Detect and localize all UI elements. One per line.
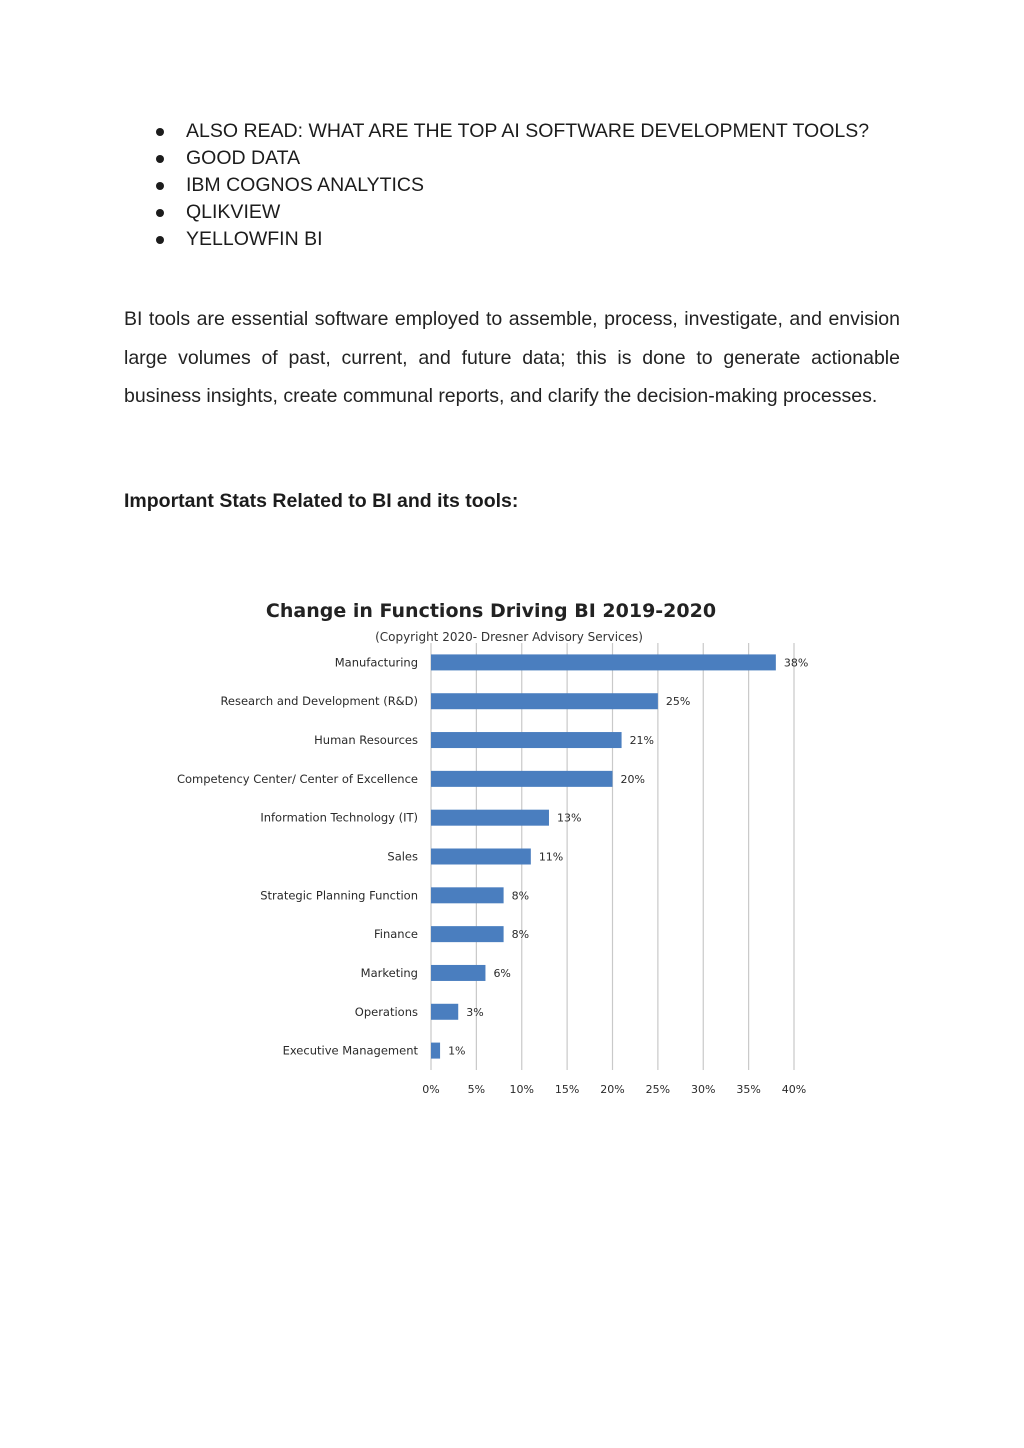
chart-x-tick-labels bbox=[422, 1083, 806, 1096]
list-item-label: QLIKVIEW bbox=[186, 201, 281, 223]
chart-bar bbox=[431, 926, 504, 942]
list-item bbox=[156, 145, 876, 172]
chart-category-label: Executive Management bbox=[282, 1043, 418, 1058]
chart-category-label: Strategic Planning Function bbox=[260, 888, 418, 903]
bullet-icon bbox=[156, 128, 164, 136]
stats-heading: Important Stats Related to BI and its tools: bbox=[124, 490, 519, 512]
chart-title: Change in Functions Driving BI 2019-2020 bbox=[265, 600, 717, 622]
bullet-icon bbox=[156, 236, 164, 244]
bullet-icon bbox=[156, 209, 164, 217]
list-item-label: IBM COGNOS ANALYTICS bbox=[186, 174, 425, 196]
chart-bar bbox=[431, 887, 504, 903]
bullet-icon bbox=[156, 155, 164, 163]
chart-category-label: Human Resources bbox=[314, 733, 418, 748]
chart-data-label: 25% bbox=[665, 695, 691, 709]
chart-data-label: 1% bbox=[448, 1044, 466, 1058]
chart-x-tick-label: 15% bbox=[554, 1083, 580, 1096]
chart-category-labels bbox=[177, 655, 419, 1057]
chart-x-tick-label: 0% bbox=[422, 1083, 440, 1096]
chart-bar bbox=[431, 1043, 440, 1059]
list-item-label: ALSO READ: WHAT ARE THE TOP AI SOFTWARE DEVELOPMENT TOOLS? bbox=[186, 120, 870, 142]
related-tools-list bbox=[156, 118, 876, 253]
chart-category-label: Information Technology (IT) bbox=[260, 810, 418, 825]
list-item bbox=[156, 226, 876, 253]
chart-bar bbox=[431, 732, 622, 748]
chart-data-label: 8% bbox=[511, 928, 530, 942]
chart-data-label: 8% bbox=[511, 889, 530, 903]
chart-x-tick-label: 35% bbox=[736, 1083, 761, 1096]
chart-bar bbox=[431, 771, 613, 787]
chart-data-label: 21% bbox=[629, 734, 655, 748]
bi-tools-paragraph: BI tools are essential software employed to assemble, process, investigate, and envision large volumes of past, current, and future data; this is done to generate actionable business insights, create communal reports, and clarify the decision-making processes. bbox=[124, 308, 900, 407]
chart-category-label: Finance bbox=[374, 927, 418, 942]
chart-category-label: Marketing bbox=[360, 965, 418, 980]
chart-x-tick-label: 10% bbox=[509, 1083, 534, 1096]
list-item-label: YELLOWFIN BI bbox=[186, 228, 323, 250]
chart-bar bbox=[431, 849, 531, 865]
list-item bbox=[156, 199, 876, 226]
chart-bar bbox=[431, 654, 776, 670]
chart-bar bbox=[431, 1004, 458, 1020]
list-item bbox=[156, 172, 876, 199]
chart-x-tick-label: 30% bbox=[691, 1083, 716, 1096]
chart-data-label: 20% bbox=[620, 772, 645, 786]
chart-x-tick-label: 20% bbox=[600, 1083, 625, 1096]
chart-bar bbox=[431, 693, 658, 709]
chart-category-label: Research and Development (R&D) bbox=[220, 694, 418, 709]
chart-data-label: 11% bbox=[538, 850, 564, 864]
list-item bbox=[156, 118, 876, 145]
chart-x-tick-label: 40% bbox=[781, 1083, 807, 1096]
chart-bar bbox=[431, 810, 549, 826]
chart-category-label: Competency Center/ Center of Excellence bbox=[176, 771, 418, 786]
chart-category-label: Operations bbox=[354, 1004, 418, 1019]
functions-bar-chart bbox=[160, 590, 840, 1110]
chart-data-label: 13% bbox=[556, 811, 582, 825]
chart-bar bbox=[431, 965, 485, 981]
bullet-icon bbox=[156, 182, 164, 190]
chart-category-label: Manufacturing bbox=[334, 655, 418, 670]
chart-subtitle: (Copyright 2020- Dresner Advisory Services) bbox=[375, 630, 643, 644]
chart-data-label: 6% bbox=[493, 966, 511, 980]
chart-data-label: 38% bbox=[783, 656, 809, 670]
chart-x-tick-label: 5% bbox=[467, 1083, 486, 1096]
chart-data-label: 3% bbox=[466, 1005, 484, 1019]
chart-bars bbox=[431, 654, 776, 1058]
chart-x-tick-label: 25% bbox=[645, 1083, 671, 1096]
list-item-label: GOOD DATA bbox=[186, 147, 301, 169]
chart-category-label: Sales bbox=[387, 849, 418, 864]
